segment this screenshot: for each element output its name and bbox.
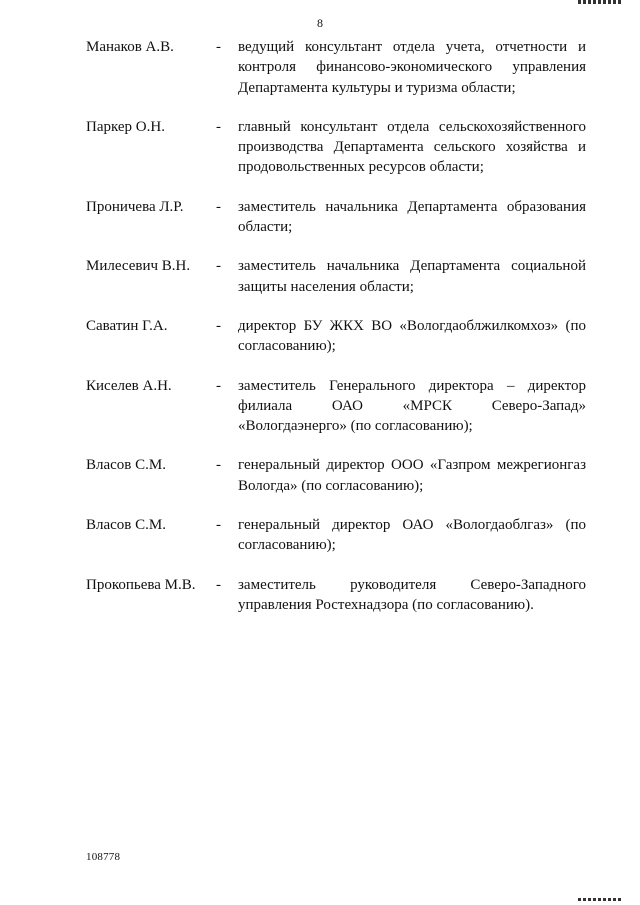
member-dash: - <box>216 39 221 55</box>
member-dash: - <box>216 317 221 334</box>
member-dash: - <box>216 457 221 474</box>
member-position: заместитель Генерального директора – директор филиала ОАО «МРСК Северо-Запад» «Вологдаэнерго» (по согласованию); <box>238 377 586 435</box>
member-row <box>86 37 586 98</box>
member-list <box>86 37 586 634</box>
member-name: Милесевич В.Н. <box>86 258 191 275</box>
member-dash: - <box>216 258 221 275</box>
member-dash: - <box>216 576 221 593</box>
member-row <box>86 376 586 437</box>
member-name: Проничева Л.Р. <box>86 198 184 215</box>
member-row <box>86 455 586 496</box>
member-dash: - <box>216 517 221 534</box>
member-name: Манаков А.В. <box>86 39 174 55</box>
document-code: 108778 <box>86 851 121 863</box>
scan-edge-mark-bottom <box>578 898 622 901</box>
member-position: заместитель начальника Департамента социальной защиты населения области; <box>238 258 586 295</box>
member-position: генеральный директор ОАО «Вологдаоблгаз» (по согласованию); <box>238 517 586 554</box>
member-row <box>86 256 586 297</box>
member-position: заместитель руководителя Северо-Западного управления Ростехнадзора (по согласованию). <box>238 576 586 613</box>
member-row <box>86 117 586 178</box>
member-name: Власов С.М. <box>86 457 166 474</box>
member-dash: - <box>216 377 221 394</box>
member-position: заместитель начальника Департамента образования области; <box>238 198 586 236</box>
member-dash: - <box>216 198 221 215</box>
member-name: Паркер О.Н. <box>86 118 165 135</box>
member-row <box>86 575 586 616</box>
member-name: Власов С.М. <box>86 517 166 534</box>
member-position: генеральный директор ООО «Газпром межрегионгаз Вологда» (по согласованию); <box>238 457 586 494</box>
member-row <box>86 316 586 357</box>
member-row <box>86 197 586 238</box>
member-row <box>86 515 586 556</box>
scan-edge-mark-top <box>578 0 622 4</box>
member-name: Прокопьева М.В. <box>86 576 196 593</box>
member-position: директор БУ ЖКХ ВО «Вологдаоблжилкомхоз» (по согласованию); <box>238 317 586 355</box>
member-dash: - <box>216 118 221 135</box>
member-position: главный консультант отдела сельскохозяйственного производства Департамента сельского хозяйства и продовольственных ресурсов области; <box>238 118 586 176</box>
member-name: Киселев А.Н. <box>86 377 172 394</box>
member-name: Саватин Г.А. <box>86 317 168 334</box>
page-number: 8 <box>317 16 323 30</box>
member-position: ведущий консультант отдела учета, отчетности и контроля финансово-экономического управления Департамента культуры и туризма области; <box>238 39 586 96</box>
